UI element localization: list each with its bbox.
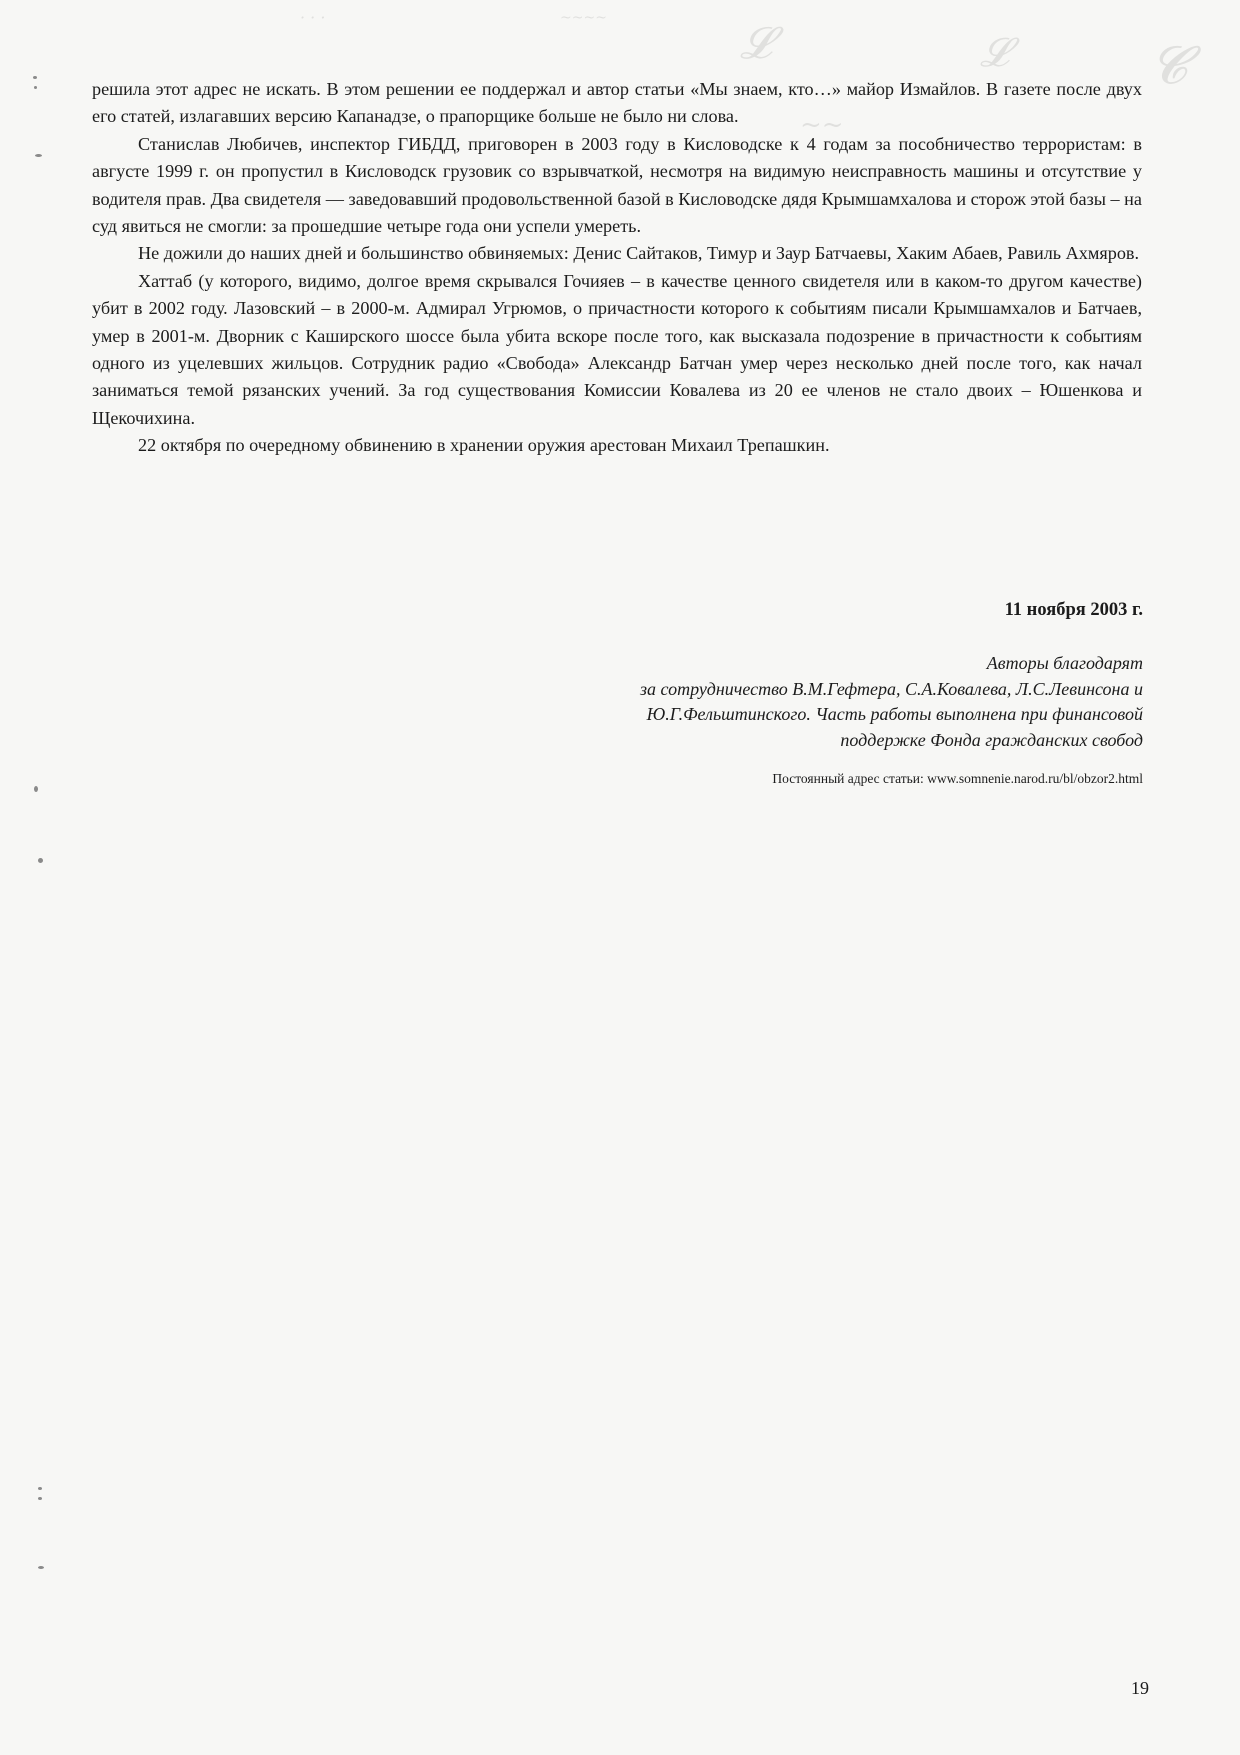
scan-speck — [38, 858, 43, 863]
show-through-bleed: · · · ~~~~ 𝓛 𝓛 𝓒 ~~ — [300, 8, 1187, 140]
scan-speck — [34, 86, 37, 89]
paragraph: Не дожили до наших дней и большинство обвиняемых: Денис Сайтаков, Тимур и Заур Батчаевы, Хаким Абаев, Равиль Ахмяров. — [138, 243, 1140, 264]
acknowledgment-line: Ю.Г.Фельштинского. Часть работы выполнена при финансовой — [646, 704, 1143, 724]
paragraph: 22 октября по очередному обвинению в хранении оружия арестован Михаил Трепашкин. — [138, 435, 830, 456]
scan-speck — [38, 1566, 44, 1569]
page-number: 19 — [1131, 1678, 1149, 1698]
acknowledgment-line: Авторы благодарят — [986, 653, 1143, 673]
acknowledgment — [523, 651, 1143, 753]
scan-speck — [34, 786, 38, 792]
scan-speck — [38, 1497, 42, 1500]
acknowledgment-line: поддержке Фонда гражданских свобод — [840, 729, 1143, 750]
scan-speck — [38, 1487, 42, 1490]
paragraph: Хаттаб (у которого, видимо, долгое время скрывался Гочияев – в качестве ценного свидетеля или в каком-то другом качестве) убит в 2002 году. Лазовский – в 2000-м. Адмирал Угрюмов, о причастности которого к событиям писали Крымшамхалов и Батчаев, умер в 2001-м. Дворник с Каширского шоссе была убита вскоре после того, как высказала подозрение в причастности к событиям одного из уцелевших жильцов. Сотрудник радио «Свобода» Александр Батчан умер через несколько дней после того, как начал заниматься темой рязанских учений. За год существования Комиссии Ковалева из 20 ее членов не стало двоих – Юшенкова и Щекочихина. — [92, 270, 1142, 428]
paragraph: Станислав Любичев, инспектор ГИБДД, приговорен в 2003 году в Кисловодске к 4 годам за пособничество террористам: в августе 1999 г. он пропустил в Кисловодск грузовик со взрывчаткой, несмотря на видимую неисправность машины и отсутствие у водителя прав. Два свидетеля — заведовавший продовольственной базой в Кисловодске дядя Крымшамхалова и сторож этой базы – на суд явиться не смогли: за прошедшие четыре года они успели умереть. — [92, 133, 1142, 237]
paragraph: решила этот адрес не искать. В этом решении ее поддержал и автор статьи «Мы знаем, кто…» майор Измайлов. В газете после двух его статей, излагавших версию Капанадзе, о прапорщике больше не было ни слова. — [92, 79, 1142, 127]
scan-speck — [33, 76, 37, 79]
article-date: 11 ноября 2003 г. — [1004, 600, 1143, 620]
scan-speck — [35, 154, 42, 157]
permanent-address: Постоянный адрес статьи: www.somnenie.narod.ru/bl/obzor2.html — [772, 771, 1143, 786]
article-body — [92, 76, 1142, 460]
acknowledgment-line: за сотрудничество В.М.Гефтера, С.А.Ковалева, Л.С.Левинсона и — [640, 678, 1143, 699]
